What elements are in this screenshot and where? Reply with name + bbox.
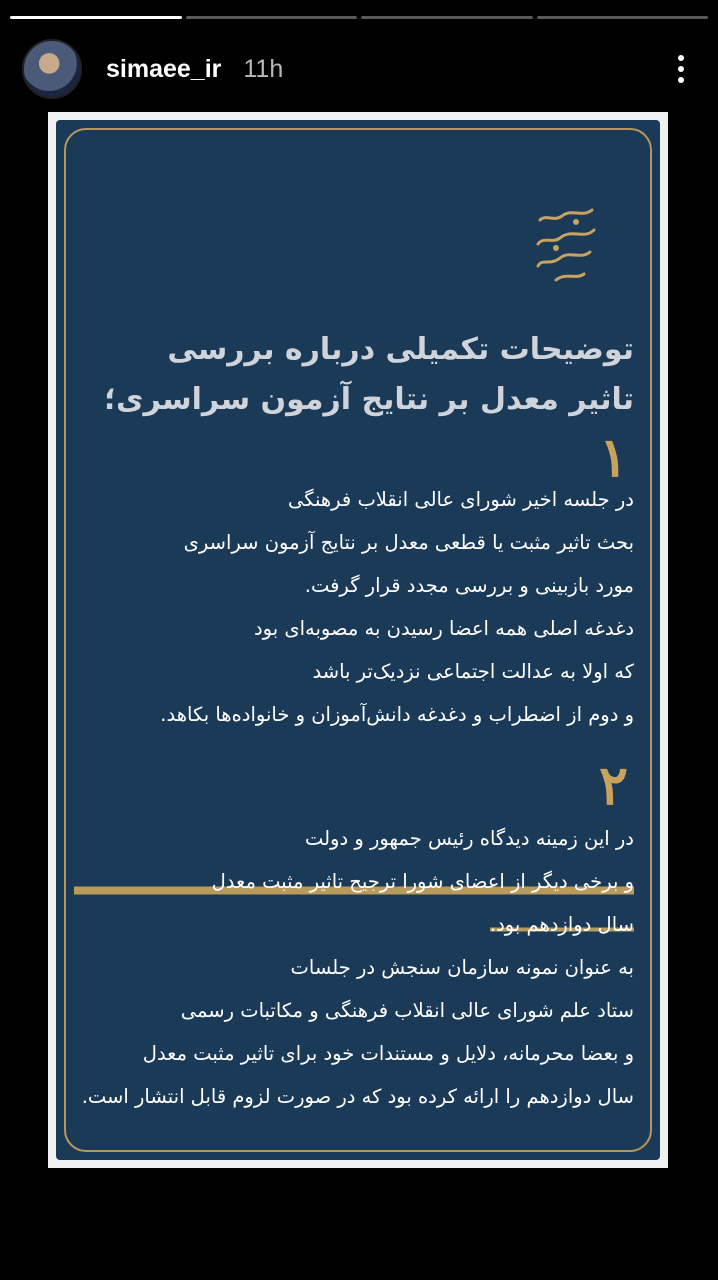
text-line: ستاد علم شورای عالی انقلاب فرهنگی و مکاتبات رسمی <box>180 999 634 1022</box>
text-line: مورد بازبینی و بررسی مجدد قرار گرفت. <box>304 574 634 597</box>
text-line: و بعضا محرمانه، دلایل و مستندات خود برای تاثیر مثبت معدل <box>142 1042 634 1065</box>
text-line: بحث تاثیر مثبت یا قطعی معدل بر نتایج آزمون سراسری <box>183 531 634 554</box>
text-line: به عنوان نمونه سازمان سنجش در جلسات <box>290 956 634 979</box>
username[interactable]: simaee_ir <box>106 54 222 83</box>
section-number: ۲ <box>598 753 628 817</box>
section-2-text <box>74 817 634 1118</box>
highlighted-line: و برخی دیگر از اعضای شورا ترجیح تاثیر مثبت معدل <box>74 860 634 903</box>
section-1-text <box>74 478 634 736</box>
more-options-icon[interactable] <box>666 49 696 89</box>
text-line: در این زمینه دیدگاه رئیس جمهور و دولت <box>304 827 634 850</box>
government-logo-icon <box>532 200 602 290</box>
progress-segment <box>537 16 709 19</box>
progress-segment <box>186 16 358 19</box>
text-line: در جلسه اخیر شورای عالی انقلاب فرهنگی <box>287 488 634 511</box>
progress-segment <box>10 16 182 19</box>
text-line: که اولا به عدالت اجتماعی نزدیک‌تر باشد <box>312 660 634 683</box>
story-header <box>22 38 696 100</box>
text-line: دغدغه اصلی همه اعضا رسیدن به مصوبه‌ای بود <box>253 617 634 640</box>
story-progress-bar <box>10 16 708 19</box>
post-title <box>74 325 634 425</box>
title-line: تاثیر معدل بر نتایج آزمون سراسری؛ <box>103 382 634 417</box>
text-line: و دوم از اضطراب و دغدغه دانش‌آموزان و خانواده‌ها بکاهد. <box>160 703 634 726</box>
post-panel <box>56 120 660 1160</box>
post-time: 11h <box>243 54 284 83</box>
section-number: ۱ <box>598 425 628 489</box>
story-image <box>48 112 668 1168</box>
text-line: سال دوازدهم را ارائه کرده بود که در صورت لزوم قابل انتشار است. <box>81 1085 634 1108</box>
highlight-text: سال دوازدهم بود. <box>489 913 634 936</box>
avatar[interactable] <box>22 39 82 99</box>
progress-segment <box>361 16 533 19</box>
title-line: توضیحات تکمیلی درباره بررسی <box>167 332 634 367</box>
highlighted-line <box>74 903 634 946</box>
